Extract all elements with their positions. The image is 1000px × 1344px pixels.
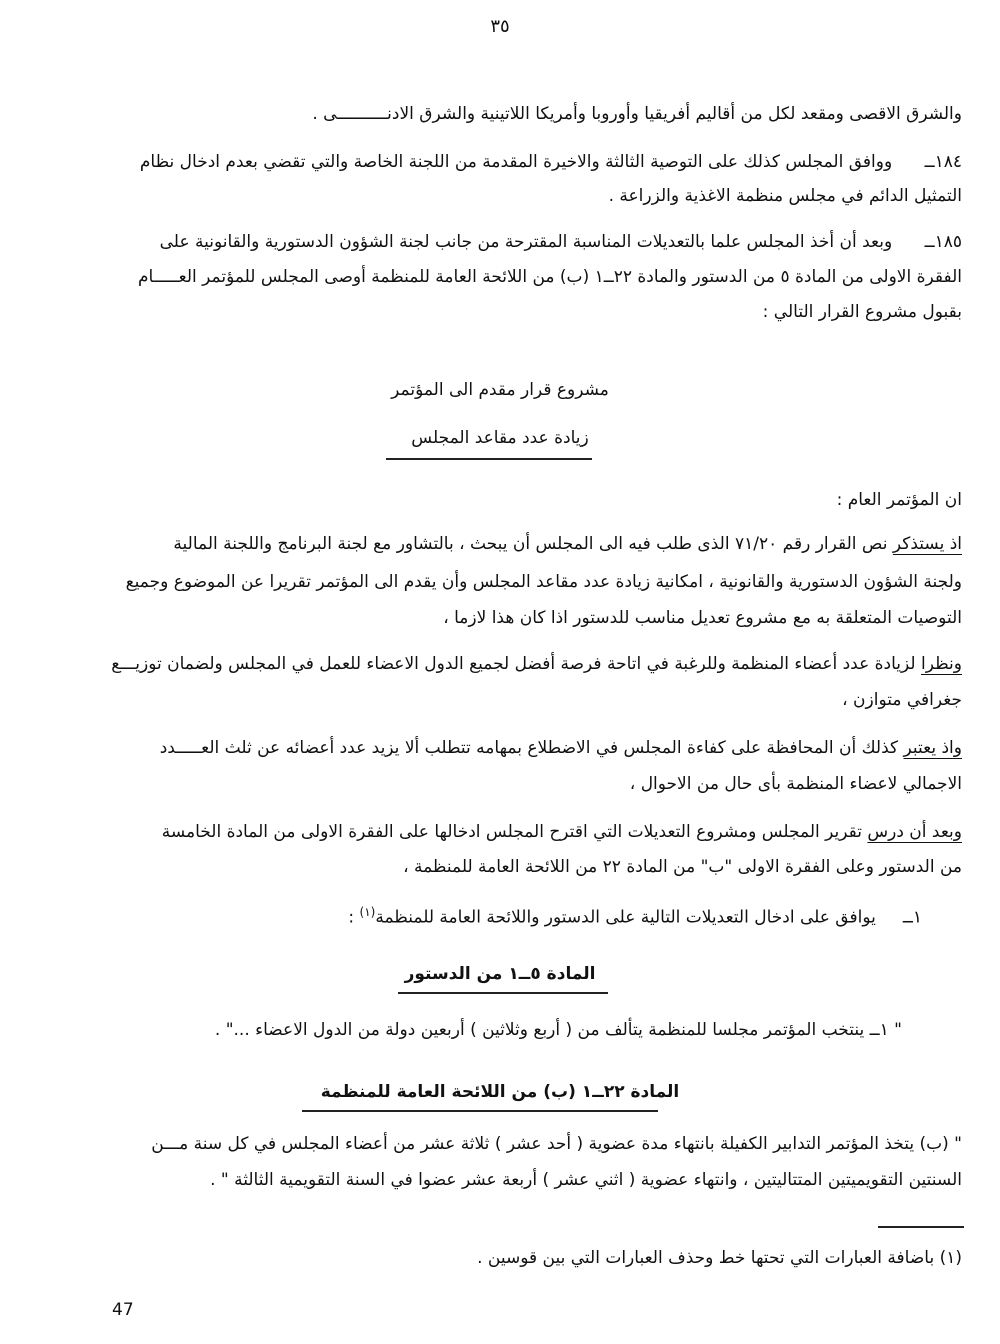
recital-4-line2: من الدستور وعلى الفقرة الاولى "ب" من المادة ٢٢ من اللائحة العامة للمنظمة ، xyxy=(403,857,962,877)
recital-1-line2: ولجنة الشؤون الدستورية والقانونية ، امكانية زيادة عدد مقاعد المجلس وأن يقدم الى المؤتمر تقريرا عن الموضوع وجميع xyxy=(125,572,962,592)
para-185-text: وبعد أن أخذ المجلس علما بالتعديلات المناسبة المقترحة من جانب لجنة الشؤون الدستورية والقانونية على xyxy=(159,232,893,252)
intro-line: والشرق الاقصى ومقعد لكل من أقاليم أفريقيا وأوروبا وأمريكا اللاتينية والشرق الادنــــــــــى . xyxy=(312,104,962,124)
article-22-heading-underline xyxy=(302,1110,658,1112)
draft-subtitle-underline xyxy=(386,458,592,460)
article-22-line2: السنتين التقويميتين المتتاليتين ، وانتهاء عضوية ( اثني عشر ) أربعة عشر عضوا في السنة التقويمية الثالثة " . xyxy=(210,1170,962,1190)
para-185-line2: الفقرة الاولى من المادة ٥ من الدستور والمادة ٢٢ــ١ (ب) من اللائحة العامة للمنظمة أوصى المجلس للمؤتمر العـــــام xyxy=(138,267,962,287)
recital-3-text: كذلك أن المحافظة على كفاءة المجلس في الاضطلاع بمهامه تتطلب ألا يزيد عدد أعضائه عن ثلث العـــــدد xyxy=(159,738,899,758)
recital-4-text: تقرير المجلس ومشروع التعديلات التي اقترح المجلس ادخالها على الفقرة الاولى من المادة الخامسة xyxy=(161,822,862,842)
draft-title: مشروع قرار مقدم الى المؤتمر xyxy=(391,380,609,400)
decision-1-text: يوافق على ادخال التعديلات التالية على الدستور واللائحة العامة للمنظمة xyxy=(375,907,876,928)
decision-1-tail: : xyxy=(348,907,360,928)
article-22-line1: " (ب) يتخذ المؤتمر التدابير الكفيلة بانتهاء مدة عضوية ( أحد عشر ) ثلاثة عشر من أعضاء المجلس في كل سنة مـــن xyxy=(151,1134,962,1154)
article-22-heading: المادة ٢٢ــ١ (ب) من اللائحة العامة للمنظمة xyxy=(320,1082,680,1102)
draft-subtitle: زيادة عدد مقاعد المجلس xyxy=(411,428,589,448)
footnote: (١) باضافة العبارات التي تحتها خط وحذف العبارات التي بين قوسين . xyxy=(477,1248,962,1268)
article-5-heading-underline xyxy=(398,992,608,994)
page-number-bottom: 47 xyxy=(112,1300,134,1320)
conference-opening: ان المؤتمر العام : xyxy=(836,490,962,510)
recital-3-lead: واذ يعتبر xyxy=(903,738,962,758)
page-number-top: ٣٥ xyxy=(490,16,510,37)
decision-1-number: ١ــ xyxy=(902,907,922,928)
recital-2-lead: ونظرا xyxy=(921,654,962,674)
recital-2-line1 xyxy=(111,652,962,676)
para-184-number: ١٨٤ــ xyxy=(924,152,962,172)
recital-4-line1 xyxy=(162,820,962,844)
recital-4-lead: وبعد أن درس xyxy=(867,822,962,842)
footnote-separator xyxy=(878,1226,964,1228)
footnote-ref: (١) xyxy=(359,905,376,919)
recital-3-line1 xyxy=(160,736,962,760)
recital-1-lead: اذ يستذكر xyxy=(892,534,962,554)
recital-3-line2: الاجمالي لاعضاء المنظمة بأى حال من الاحوال ، xyxy=(629,774,962,794)
para-184-line2: التمثيل الدائم في مجلس منظمة الاغذية والزراعة . xyxy=(608,186,962,206)
recital-1-line1 xyxy=(173,532,962,556)
para-185-line3: بقبول مشروع القرار التالي : xyxy=(762,302,962,322)
article-5-heading: المادة ٥ــ١ من الدستور xyxy=(404,964,596,984)
recital-2-text: لزيادة عدد أعضاء المنظمة وللرغبة في اتاحة فرصة أفضل لجميع الدول الاعضاء للعمل في المجلس ولضمان توزيـــع xyxy=(111,654,916,674)
para-184-line1 xyxy=(40,150,962,174)
recital-1-line3: التوصيات المتعلقة به مع مشروع تعديل مناسب للدستور اذا كان هذا لازما ، xyxy=(443,608,962,628)
article-5-quote: " ١ــ ينتخب المؤتمر مجلسا للمنظمة يتألف من ( أربع وثلاثين ) أربعين دولة من الدول الاعضاء ..." . xyxy=(214,1020,902,1040)
para-185-number: ١٨٥ــ xyxy=(924,232,962,252)
decision-1 xyxy=(348,900,922,930)
recital-2-line2: جغرافي متوازن ، xyxy=(842,690,962,710)
para-185-line1 xyxy=(40,230,962,254)
recital-1-text: نص القرار رقم ٧١/٢٠ الذى طلب فيه الى المجلس أن يبحث ، بالتشاور مع لجنة البرنامج واللجنة المالية xyxy=(173,534,888,554)
para-184-text: ووافق المجلس كذلك على التوصية الثالثة والاخيرة المقدمة من اللجنة الخاصة والتي تقضي بعدم ادخال نظام xyxy=(139,152,893,172)
